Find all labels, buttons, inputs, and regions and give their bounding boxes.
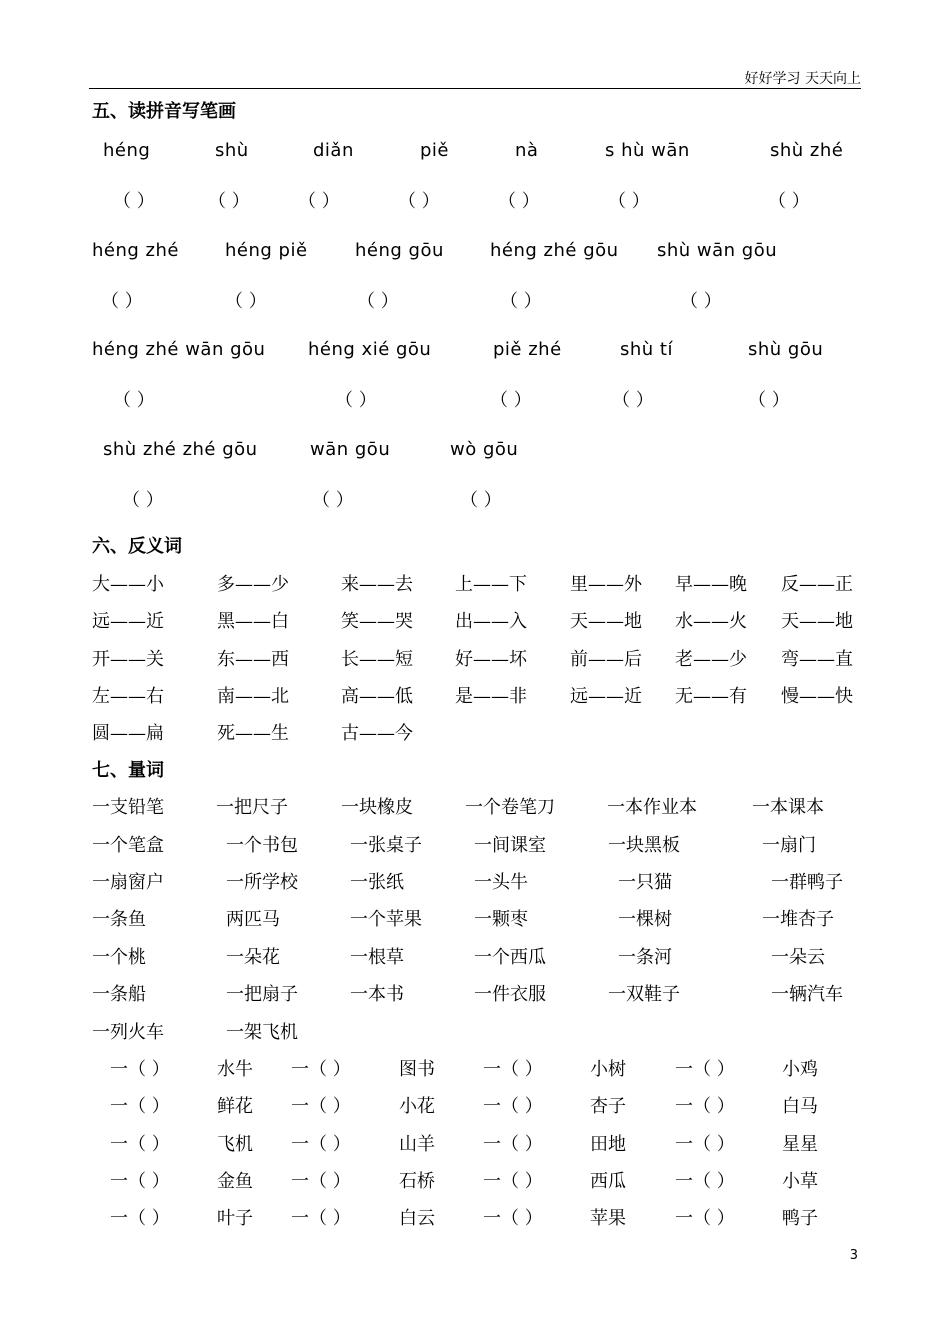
antonym-pair: 老——少: [675, 649, 747, 670]
pinyin-label: shù wān gōu: [657, 240, 778, 261]
answer-blank: （ ）: [608, 191, 650, 212]
answer-blank: （ ）: [460, 490, 502, 511]
fill-in-blank: 一（ ）: [483, 1208, 543, 1229]
fill-in-blank: 一（ ）: [675, 1059, 735, 1080]
pinyin-label: héng zhé wān gōu: [92, 339, 266, 360]
measure-word-phrase: 一支铅笔: [92, 797, 164, 818]
answer-blank: （ ）: [612, 390, 654, 411]
fill-in-blank: 一（ ）: [291, 1096, 351, 1117]
measure-word-phrase: 一扇门: [762, 835, 816, 856]
measure-word-phrase: 一件衣服: [474, 984, 546, 1005]
fill-in-blank: 一（ ）: [110, 1208, 170, 1229]
answer-blank: （ ）: [113, 191, 155, 212]
fill-in-noun: 白云: [399, 1208, 435, 1229]
fill-in-noun: 鲜花: [217, 1096, 253, 1117]
fill-in-noun: 小树: [590, 1059, 626, 1080]
section-seven-title: 七、量词: [92, 760, 164, 781]
antonym-pair: 反——正: [781, 574, 853, 595]
measure-word-phrase: 一间课室: [474, 835, 546, 856]
measure-word-phrase: 一所学校: [226, 872, 298, 893]
antonym-pair: 左——右: [92, 686, 164, 707]
page-number: 3: [849, 1248, 858, 1263]
antonym-pair: 上——下: [455, 574, 527, 595]
measure-word-phrase: 一根草: [350, 947, 404, 968]
fill-in-blank: 一（ ）: [291, 1059, 351, 1080]
answer-blank: （ ）: [680, 291, 722, 312]
fill-in-noun: 杏子: [590, 1096, 626, 1117]
fill-in-noun: 小草: [782, 1171, 818, 1192]
measure-word-phrase: 一条河: [618, 947, 672, 968]
measure-word-phrase: 一本作业本: [607, 797, 697, 818]
fill-in-blank: 一（ ）: [675, 1096, 735, 1117]
answer-blank: （ ）: [490, 390, 532, 411]
measure-word-phrase: 一头牛: [474, 872, 528, 893]
antonym-pair: 圆——扁: [92, 723, 164, 744]
measure-word-phrase: 一张纸: [350, 872, 404, 893]
answer-blank: （ ）: [335, 390, 377, 411]
pinyin-label: nà: [515, 140, 539, 161]
measure-word-phrase: 一条船: [92, 984, 146, 1005]
measure-word-phrase: 一堆杏子: [762, 909, 834, 930]
fill-in-noun: 金鱼: [217, 1171, 253, 1192]
pinyin-label: héng zhé gōu: [490, 240, 619, 261]
fill-in-blank: 一（ ）: [483, 1171, 543, 1192]
measure-word-phrase: 一颗枣: [474, 909, 528, 930]
antonym-pair: 远——近: [92, 611, 164, 632]
fill-in-noun: 小鸡: [782, 1059, 818, 1080]
fill-in-noun: 小花: [399, 1096, 435, 1117]
pinyin-label: shù zhé: [770, 140, 844, 161]
fill-in-blank: 一（ ）: [483, 1134, 543, 1155]
antonym-pair: 来——去: [341, 574, 413, 595]
pinyin-label: diǎn: [313, 140, 354, 161]
measure-word-phrase: 一个卷笔刀: [465, 797, 555, 818]
antonym-pair: 是——非: [455, 686, 527, 707]
header-divider: [89, 88, 861, 89]
antonym-pair: 死——生: [217, 723, 289, 744]
measure-word-phrase: 一朵云: [771, 947, 825, 968]
fill-in-noun: 鸭子: [782, 1208, 818, 1229]
antonym-pair: 笑——哭: [341, 611, 413, 632]
answer-blank: （ ）: [208, 191, 250, 212]
measure-word-phrase: 一个苹果: [350, 909, 422, 930]
measure-word-phrase: 一个西瓜: [474, 947, 546, 968]
measure-word-phrase: 一个桃: [92, 947, 146, 968]
pinyin-label: héng gōu: [355, 240, 444, 261]
fill-in-noun: 田地: [590, 1134, 626, 1155]
antonym-pair: 水——火: [675, 611, 747, 632]
antonym-pair: 出——入: [455, 611, 527, 632]
fill-in-noun: 图书: [399, 1059, 435, 1080]
fill-in-noun: 飞机: [217, 1134, 253, 1155]
pinyin-label: shù zhé zhé gōu: [103, 439, 258, 460]
answer-blank: （ ）: [500, 291, 542, 312]
answer-blank: （ ）: [498, 191, 540, 212]
antonym-pair: 好——坏: [455, 649, 527, 670]
answer-blank: （ ）: [113, 390, 155, 411]
antonym-pair: 慢——快: [781, 686, 853, 707]
pinyin-label: héng: [103, 140, 151, 161]
fill-in-blank: 一（ ）: [675, 1208, 735, 1229]
pinyin-label: héng zhé: [92, 240, 179, 261]
measure-word-phrase: 一个笔盒: [92, 835, 164, 856]
measure-word-phrase: 一张桌子: [350, 835, 422, 856]
measure-word-phrase: 一棵树: [618, 909, 672, 930]
measure-word-phrase: 一扇窗户: [92, 872, 164, 893]
measure-word-phrase: 一群鸭子: [771, 872, 843, 893]
antonym-pair: 开——关: [92, 649, 164, 670]
section-six-title: 六、反义词: [92, 536, 182, 557]
measure-word-phrase: 一本课本: [752, 797, 824, 818]
antonym-pair: 黑——白: [217, 611, 289, 632]
fill-in-blank: 一（ ）: [291, 1134, 351, 1155]
antonym-pair: 天——地: [781, 611, 853, 632]
answer-blank: （ ）: [398, 191, 440, 212]
measure-word-phrase: 一辆汽车: [771, 984, 843, 1005]
pinyin-label: shù gōu: [748, 339, 824, 360]
antonym-pair: 高——低: [341, 686, 413, 707]
answer-blank: （ ）: [298, 191, 340, 212]
pinyin-label: héng xié gōu: [308, 339, 432, 360]
pinyin-label: héng piě: [225, 240, 308, 261]
measure-word-phrase: 一块橡皮: [341, 797, 413, 818]
fill-in-noun: 山羊: [399, 1134, 435, 1155]
fill-in-blank: 一（ ）: [291, 1171, 351, 1192]
measure-word-phrase: 一架飞机: [226, 1022, 298, 1043]
fill-in-blank: 一（ ）: [483, 1059, 543, 1080]
antonym-pair: 南——北: [217, 686, 289, 707]
pinyin-label: wò gōu: [450, 439, 519, 460]
fill-in-blank: 一（ ）: [110, 1096, 170, 1117]
fill-in-blank: 一（ ）: [675, 1171, 735, 1192]
measure-word-phrase: 一个书包: [226, 835, 298, 856]
antonym-pair: 早——晚: [675, 574, 747, 595]
measure-word-phrase: 一本书: [350, 984, 404, 1005]
antonym-pair: 无——有: [675, 686, 747, 707]
pinyin-label: wān gōu: [310, 439, 391, 460]
fill-in-noun: 叶子: [217, 1208, 253, 1229]
measure-word-phrase: 一条鱼: [92, 909, 146, 930]
fill-in-blank: 一（ ）: [291, 1208, 351, 1229]
answer-blank: （ ）: [122, 490, 164, 511]
measure-word-phrase: 一块黑板: [608, 835, 680, 856]
measure-word-phrase: 一把尺子: [216, 797, 288, 818]
fill-in-blank: 一（ ）: [675, 1134, 735, 1155]
fill-in-noun: 西瓜: [590, 1171, 626, 1192]
antonym-pair: 远——近: [570, 686, 642, 707]
answer-blank: （ ）: [225, 291, 267, 312]
fill-in-blank: 一（ ）: [483, 1096, 543, 1117]
fill-in-noun: 石桥: [399, 1171, 435, 1192]
answer-blank: （ ）: [768, 191, 810, 212]
pinyin-label: s hù wān: [605, 140, 690, 161]
fill-in-noun: 水牛: [217, 1059, 253, 1080]
section-five-title: 五、读拼音写笔画: [92, 101, 236, 122]
measure-word-phrase: 一朵花: [226, 947, 280, 968]
antonym-pair: 古——今: [341, 723, 413, 744]
pinyin-label: shù: [215, 140, 249, 161]
measure-word-phrase: 一只猫: [618, 872, 672, 893]
fill-in-blank: 一（ ）: [110, 1134, 170, 1155]
pinyin-label: piě: [420, 140, 450, 161]
antonym-pair: 天——地: [570, 611, 642, 632]
fill-in-noun: 苹果: [590, 1208, 626, 1229]
pinyin-label: piě zhé: [493, 339, 562, 360]
antonym-pair: 里——外: [570, 574, 642, 595]
antonym-pair: 东——西: [217, 649, 289, 670]
answer-blank: （ ）: [312, 490, 354, 511]
fill-in-blank: 一（ ）: [110, 1059, 170, 1080]
answer-blank: （ ）: [357, 291, 399, 312]
answer-blank: （ ）: [101, 291, 143, 312]
antonym-pair: 弯——直: [781, 649, 853, 670]
measure-word-phrase: 两匹马: [226, 909, 280, 930]
pinyin-label: shù tí: [620, 339, 673, 360]
answer-blank: （ ）: [748, 390, 790, 411]
antonym-pair: 长——短: [341, 649, 413, 670]
antonym-pair: 大——小: [92, 574, 164, 595]
measure-word-phrase: 一把扇子: [226, 984, 298, 1005]
fill-in-noun: 白马: [782, 1096, 818, 1117]
antonym-pair: 前——后: [570, 649, 642, 670]
fill-in-noun: 星星: [782, 1134, 818, 1155]
measure-word-phrase: 一双鞋子: [608, 984, 680, 1005]
antonym-pair: 多——少: [217, 574, 289, 595]
page-header: 好好学习 天天向上: [744, 71, 861, 87]
measure-word-phrase: 一列火车: [92, 1022, 164, 1043]
fill-in-blank: 一（ ）: [110, 1171, 170, 1192]
